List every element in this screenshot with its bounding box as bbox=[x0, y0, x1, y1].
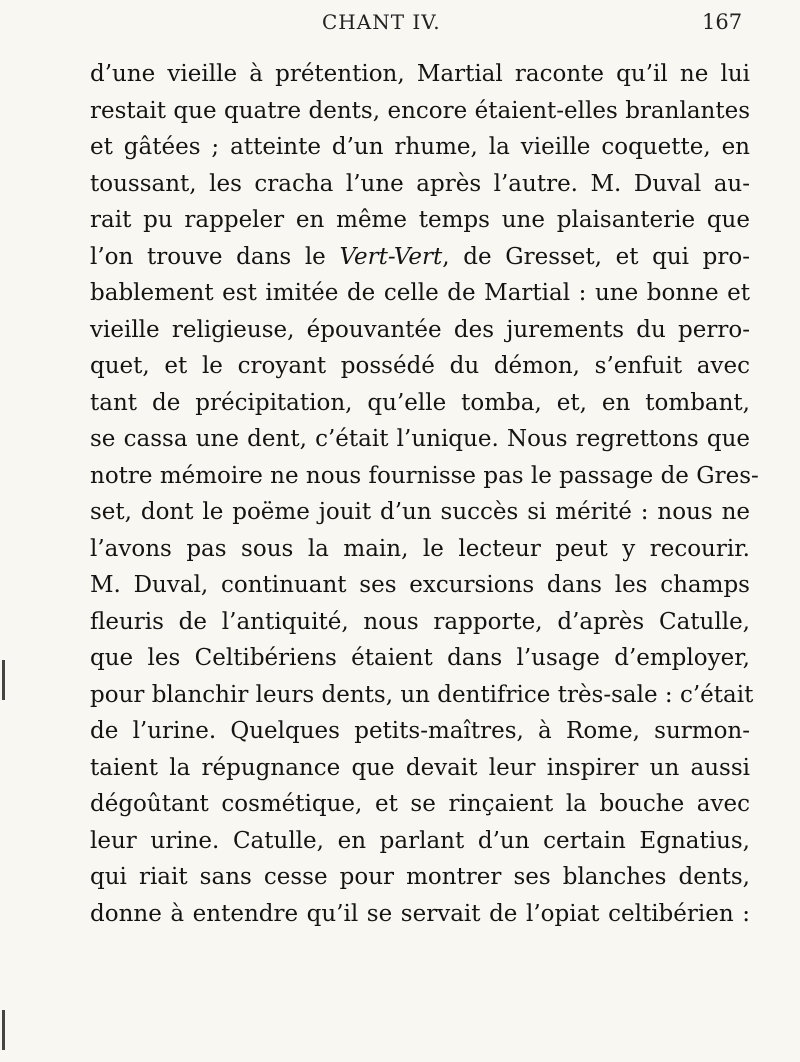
text-line: donne à entendre qu’il se servait de l’opiat celtibérien : bbox=[90, 900, 750, 927]
text-segment: ba bbox=[90, 280, 119, 306]
text-line: pour blanchir leurs dents, un dentifrice très-sale : c’était bbox=[90, 681, 754, 708]
text-line: taient la répugnance que devait leur inspirer un aussi bbox=[90, 754, 750, 781]
text-line: se cassa une dent, c’était l’unique. Nous regrettons que bbox=[90, 426, 750, 452]
text-line: leur urine. Catulle, en parlant d’un certain Egnatius, bbox=[90, 827, 750, 854]
text-line: d’une vieille à prétention, Martial raconte qu’il ne lui bbox=[90, 61, 750, 87]
italic-title: Vert-Vert bbox=[339, 243, 443, 270]
body-text bbox=[90, 56, 759, 932]
text-segment: blement est imitée de celle de Martial : une bonne et bbox=[118, 280, 750, 306]
text-line: tant de précipitation, qu’elle tomba, et, en tombant, bbox=[90, 389, 750, 416]
text-line: l’avons pas sous la main, le lecteur peut y recourir. bbox=[90, 535, 750, 562]
text-line: fleuris de l’antiquité, nous rapporte, d’après Catulle, bbox=[90, 608, 750, 635]
text-line: restait que quatre dents, encore étaient-elles branlantes bbox=[90, 97, 750, 124]
text-line bbox=[90, 275, 750, 312]
margin-mark bbox=[2, 660, 5, 700]
margin-mark bbox=[2, 1010, 5, 1050]
text-line: dégoûtant cosmétique, et se rinçaient la bouche avec bbox=[90, 791, 750, 817]
text-line: toussant, les cracha l’une après l’autre. M. Duval au- bbox=[90, 170, 750, 197]
text-line: que les Celtibériens étaient dans l’usage d’employer, bbox=[90, 645, 750, 671]
page-header bbox=[0, 6, 800, 38]
text-line: notre mémoire ne nous fournisse pas le passage de Gres- bbox=[90, 462, 759, 489]
running-head: CHANT IV. bbox=[322, 10, 441, 34]
text-segment: l’on trouve dans le bbox=[90, 243, 326, 270]
page-number: 167 bbox=[702, 10, 743, 34]
text-line: set, dont le poëme jouit d’un succès si mérité : nous ne bbox=[90, 499, 750, 525]
text-line: rait pu rappeler en même temps une plaisanterie que bbox=[90, 207, 750, 233]
text-line: vieille religieuse, épouvantée des jurements du perro- bbox=[90, 316, 750, 343]
text-line: quet, et le croyant possédé du démon, s’enfuit avec bbox=[90, 353, 750, 379]
text-line bbox=[90, 239, 750, 276]
text-line: qui riait sans cesse pour montrer ses blanches dents, bbox=[90, 864, 750, 890]
text-line: et gâtées ; atteinte d’un rhume, la vieille coquette, en bbox=[90, 134, 750, 160]
text-line: M. Duval, continuant ses excursions dans les champs bbox=[90, 572, 750, 598]
text-line: de l’urine. Quelques petits-maîtres, à Rome, surmon- bbox=[90, 718, 750, 744]
text-segment: , de Gresset, et qui pro- bbox=[442, 243, 750, 270]
